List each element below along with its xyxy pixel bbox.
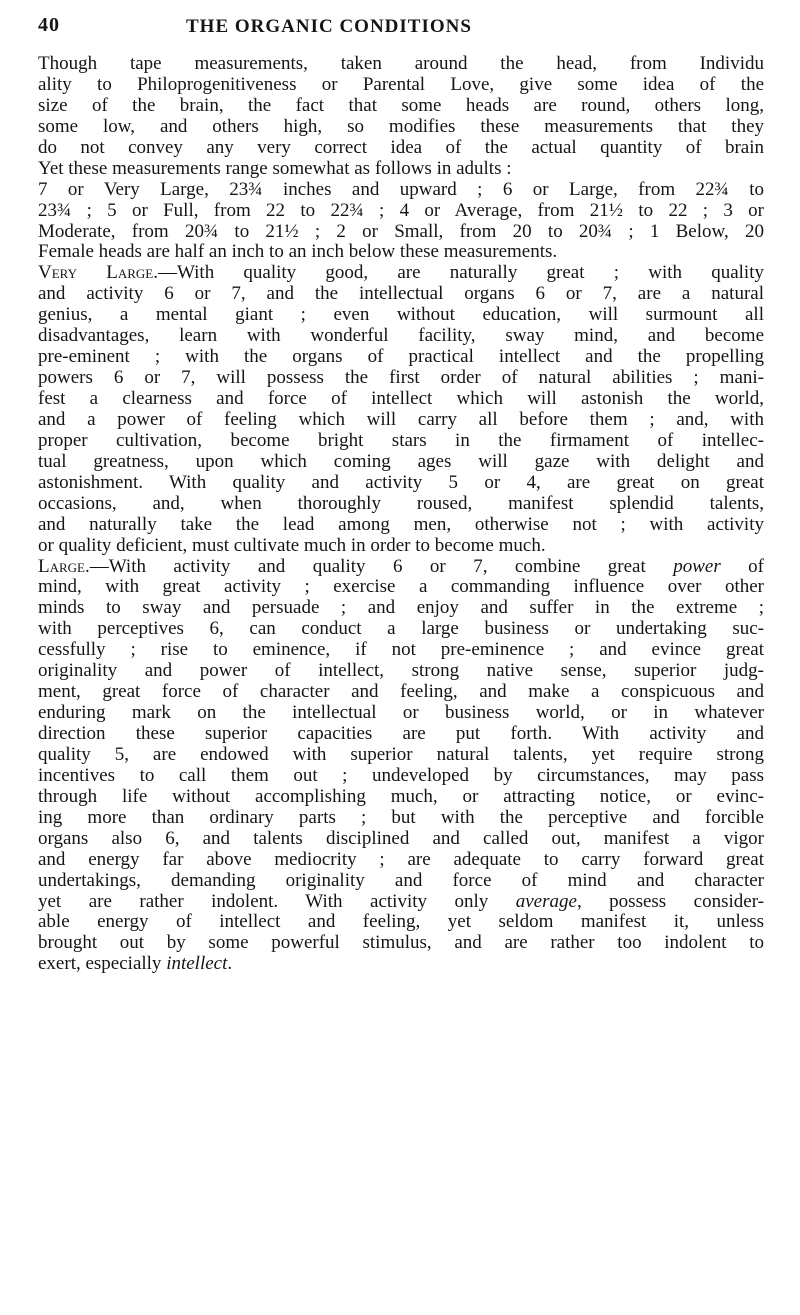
text-run: Though tape measurements, taken around the head, from Individu (38, 54, 764, 74)
text-line (38, 619, 764, 640)
text-line (38, 745, 764, 766)
text-line (38, 850, 764, 871)
text-line (38, 661, 764, 682)
text-run: through life without accomplishing much, or attracting notice, or evinc- (38, 786, 764, 807)
text-run: disadvantages, learn with wonderful facility, sway mind, and become (38, 326, 764, 347)
page-number: 40 (38, 14, 60, 36)
text-run: genius, a mental giant ; even without education, will surmount all (38, 305, 764, 326)
text-line (38, 201, 764, 222)
text-run: —With quality good, are naturally great ; with quality (157, 263, 764, 284)
italic-emphasis: average (515, 891, 577, 912)
text-run: able energy of intellect and feeling, yet seldom manifest it, unless (38, 912, 764, 933)
text-run: undertakings, demanding originality and force of mind and character (38, 870, 764, 891)
text-line (38, 598, 764, 619)
text-line (38, 431, 764, 452)
text-run: mind, with great activity ; exercise a commanding influence over other (38, 577, 764, 598)
text-run: Moderate, from 20¾ to 21½ ; 2 or Small, from 20 to 20¾ ; 1 Below, 20 (38, 221, 764, 242)
text-line (38, 787, 764, 808)
text-run: 7 or Very Large, 23¾ inches and upward ; 6 or Large, from 22¾ to (38, 179, 764, 200)
text-run: minds to sway and persuade ; and enjoy and suffer in the extreme ; (38, 598, 764, 619)
italic-emphasis: intellect (166, 954, 228, 975)
text-run: powers 6 or 7, will possess the first order of natural abilities ; mani- (38, 368, 764, 389)
text-line (38, 892, 764, 913)
text-line (38, 138, 764, 159)
text-line (38, 54, 764, 75)
text-line (38, 640, 764, 661)
text-run: direction these superior capacities are put forth. With activity and (38, 724, 764, 744)
text-line (38, 829, 764, 850)
text-run: and energy far above mediocrity ; are adequate to carry forward great (38, 849, 764, 870)
text-run: do not convey any very correct idea of the actual quantity of brain (38, 137, 764, 158)
text-run: 23¾ ; 5 or Full, from 22 to 22¾ ; 4 or Average, from 21½ to 22 ; 3 or (38, 200, 764, 221)
text-run: brought out by some powerful stimulus, and are rather too indolent to (38, 933, 764, 954)
text-line (38, 284, 764, 305)
text-line (38, 494, 764, 515)
text-run: pre-eminent ; with the organs of practical intellect and the propelling (38, 347, 764, 368)
text-line (38, 577, 764, 598)
text-line (38, 473, 764, 494)
text-run: size of the brain, the fact that some heads are round, others long, (38, 95, 764, 116)
text-run: enduring mark on the intellectual or business world, or in whatever (38, 703, 764, 724)
text-run: tual greatness, upon which coming ages will gaze with delight and (38, 451, 764, 472)
text-line (38, 682, 764, 703)
text-line (38, 536, 764, 557)
text-run: Yet these measurements range somewhat as follows in adults : (38, 158, 512, 179)
text-line (38, 766, 764, 787)
text-line (38, 871, 764, 892)
italic-emphasis: power (673, 556, 721, 577)
text-line (38, 263, 764, 284)
text-run: fest a clearness and force of intellect which will astonish the world, (38, 389, 764, 409)
text-run: or quality deficient, must cultivate much in order to become much. (38, 535, 546, 556)
text-run: yet are rather indolent. With activity only (38, 891, 516, 912)
text-run: exert, especially (38, 954, 167, 975)
text-line (38, 515, 764, 536)
text-line (38, 368, 764, 389)
text-line (38, 180, 764, 201)
text-line (38, 75, 764, 96)
running-head-title: THE ORGANIC CONDITIONS (186, 16, 472, 37)
text-run: some low, and others high, so modifies these measurements that they (38, 116, 764, 137)
text-line (38, 933, 764, 954)
text-line (38, 326, 764, 347)
text-line (38, 117, 764, 138)
text-run: of (720, 556, 764, 577)
text-line (38, 305, 764, 326)
text-run: and a power of feeling which will carry all before them ; and, with (38, 409, 764, 430)
text-line (38, 808, 764, 829)
body-text (38, 54, 764, 975)
text-run: organs also 6, and talents disciplined and called out, manifest a vigor (38, 828, 764, 849)
text-run: —With activity and quality 6 or 7, combine great (89, 556, 674, 577)
text-run: with perceptives 6, can conduct a large business or undertaking suc- (38, 619, 764, 640)
text-line (38, 389, 764, 410)
text-run: incentives to call them out ; undeveloped by circumstances, may pass (38, 765, 764, 786)
running-head (38, 14, 758, 44)
text-line (38, 242, 764, 263)
text-run: . (227, 954, 233, 975)
text-run: quality 5, are endowed with superior natural talents, yet require strong (38, 744, 764, 765)
text-run: , possess consider- (576, 891, 764, 912)
text-run: originality and power of intellect, strong native sense, superior judg- (38, 661, 764, 682)
text-run: astonishment. With quality and activity 5 or 4, are great on great (38, 472, 764, 493)
text-run: and naturally take the lead among men, otherwise not ; with activity (38, 514, 764, 535)
section-heading: Large. (38, 556, 90, 577)
text-run: and activity 6 or 7, and the intellectual organs 6 or 7, are a natural (38, 284, 764, 305)
text-run: cessfully ; rise to eminence, if not pre-eminence ; and evince great (38, 640, 764, 661)
text-line (38, 452, 764, 473)
text-line (38, 159, 764, 180)
text-line (38, 954, 764, 975)
text-run: ing more than ordinary parts ; but with the perceptive and forcible (38, 807, 764, 828)
text-run: occasions, and, when thoroughly roused, manifest splendid talents, (38, 493, 764, 514)
text-line (38, 347, 764, 368)
text-line (38, 912, 764, 933)
text-line (38, 410, 764, 431)
text-line (38, 557, 764, 578)
text-run: ment, great force of character and feeling, and make a conspicuous and (38, 682, 764, 703)
section-heading: Very Large. (38, 263, 158, 284)
text-line (38, 222, 764, 243)
text-run: ality to Philoprogenitiveness or Parental Love, give some idea of the (38, 74, 764, 95)
text-line (38, 703, 764, 724)
text-line (38, 724, 764, 745)
text-run: proper cultivation, become bright stars in the firmament of intellec- (38, 430, 764, 451)
text-run: Female heads are half an inch to an inch below these measurements. (38, 242, 558, 263)
text-line (38, 96, 764, 117)
